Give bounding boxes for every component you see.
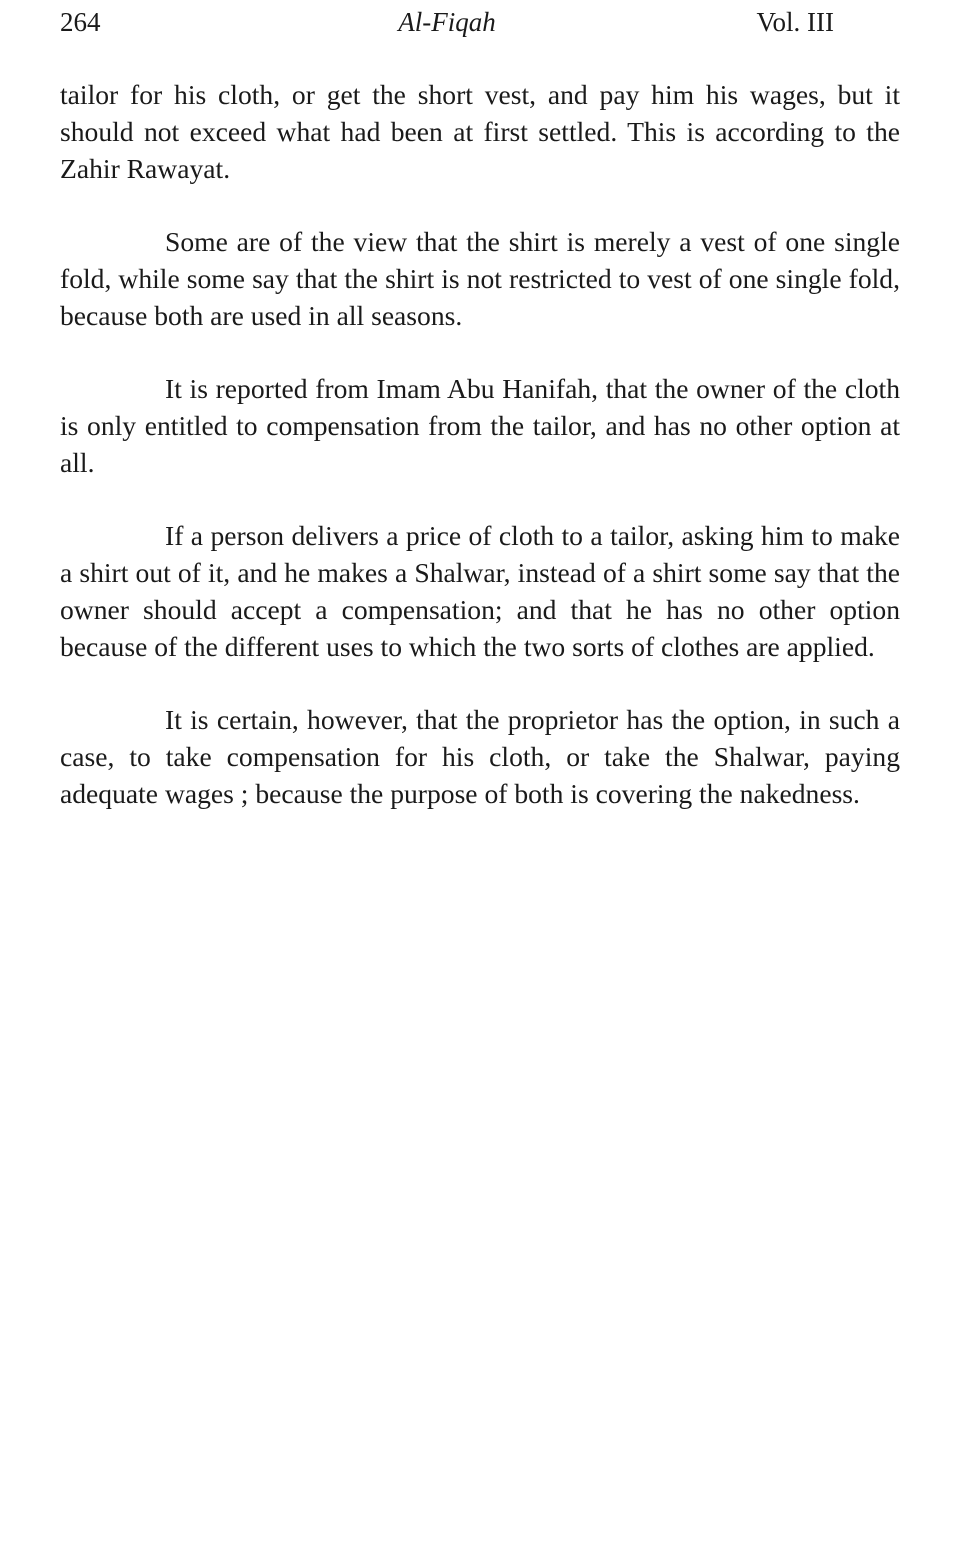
- paragraph-abu-hanifah: It is reported from Imam Abu Hanifah, that the owner of the cloth is only entitled to compensation from the tailor, and has no other option at all.: [60, 373, 900, 478]
- body-text: [60, 76, 900, 848]
- page-header: [60, 4, 834, 40]
- running-title: Al-Fiqah: [398, 7, 496, 37]
- page-number: 264: [60, 7, 101, 37]
- paragraph-shirt-view: Some are of the view that the shirt is merely a vest of one single fold, while some say that the shirt is not restricted to vest of one single fold, because both are used in all seasons.: [60, 226, 900, 331]
- paragraph-continuation: tailor for his cloth, or get the short vest, and pay him his wages, but it should not exceed what had been at first settled. This is according to the Zahir Rawayat.: [60, 79, 900, 184]
- volume-label: Vol. III: [756, 7, 834, 37]
- paragraph-shalwar-case: If a person delivers a price of cloth to a tailor, asking him to make a shirt out of it, and he makes a Shalwar, instead of a shirt some say that the owner should accept a compensation; and that he has no other option because of the different uses to which the two sorts of clothes are applied.: [60, 520, 900, 662]
- paragraph-proprietor-option: It is certain, however, that the proprietor has the option, in such a case, to take compensation for his cloth, or take the Shalwar, paying adequate wages ; because the purpose of both is covering the nakedness.: [60, 704, 900, 809]
